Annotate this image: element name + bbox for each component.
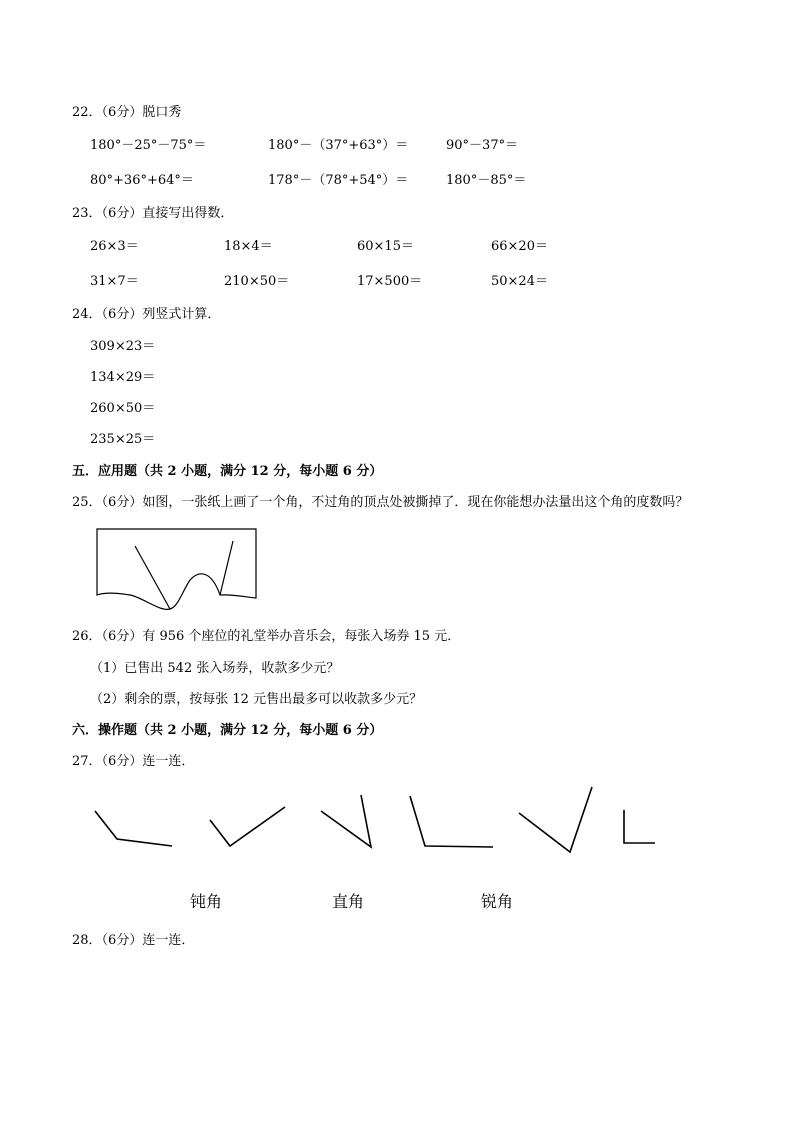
section5-heading: 五．应用题（共 2 小题，满分 12 分，每小题 6 分） xyxy=(72,464,383,479)
angle-shape-2 xyxy=(210,807,285,846)
angle-ray-left xyxy=(135,546,170,609)
angle-label-obtuse: 钝角 xyxy=(190,892,223,911)
q23-expr-7: 17×500＝ xyxy=(357,274,423,289)
q25-torn-paper-figure xyxy=(90,522,265,617)
angle-shape-5 xyxy=(519,787,592,852)
q26-sub2: （2）剩余的票，按每张 12 元售出最多可以收款多少元？ xyxy=(90,692,423,707)
q22-expr-4: 80°+36°+64°＝ xyxy=(90,173,194,188)
q23-expr-8: 50×24＝ xyxy=(491,274,548,289)
q25-title: 25．（6分）如图，一张纸上画了一个角，不过角的顶点处被撕掉了．现在你能想办法量出这个角的度数吗？ xyxy=(72,495,689,510)
q24-expr-1: 309×23＝ xyxy=(90,339,156,354)
q27-angles-figure xyxy=(0,780,794,870)
angle-shape-3 xyxy=(321,795,371,847)
angle-label-right: 直角 xyxy=(332,892,365,911)
angle-shape-6 xyxy=(624,810,655,843)
q23-expr-6: 210×50＝ xyxy=(224,274,290,289)
q23-expr-1: 26×3＝ xyxy=(90,239,139,254)
q24-expr-4: 235×25＝ xyxy=(90,432,156,447)
section6-heading: 六．操作题（共 2 小题，满分 12 分，每小题 6 分） xyxy=(72,723,383,738)
q22-title: 22．（6分）脱口秀 xyxy=(72,105,182,120)
angle-shape-4 xyxy=(410,796,493,847)
q26-title: 26．（6分）有 956 个座位的礼堂举办音乐会，每张入场券 15 元． xyxy=(72,629,461,644)
q23-title: 23．（6分）直接写出得数． xyxy=(72,206,234,221)
q23-expr-4: 66×20＝ xyxy=(491,239,548,254)
q22-expr-1: 180°－25°－75°＝ xyxy=(90,138,207,153)
q22-expr-5: 178°－（78°+54°）＝ xyxy=(268,173,409,188)
q28-title: 28．（6分）连一连． xyxy=(72,933,195,948)
angle-ray-right xyxy=(220,541,233,595)
angle-shape-1 xyxy=(95,811,172,846)
torn-paper-outline xyxy=(97,529,256,609)
q23-expr-5: 31×7＝ xyxy=(90,274,139,289)
q22-expr-6: 180°－85°＝ xyxy=(446,173,527,188)
q23-expr-3: 60×15＝ xyxy=(357,239,414,254)
q26-sub1: （1）已售出 542 张入场券，收款多少元？ xyxy=(90,661,340,676)
q27-title: 27．（6分）连一连． xyxy=(72,754,195,769)
q22-expr-2: 180°－（37°+63°）＝ xyxy=(268,138,409,153)
q24-expr-2: 134×29＝ xyxy=(90,370,156,385)
q22-expr-3: 90°－37°＝ xyxy=(446,138,519,153)
q24-expr-3: 260×50＝ xyxy=(90,401,156,416)
q24-title: 24．（6分）列竖式计算． xyxy=(72,307,221,322)
q23-expr-2: 18×4＝ xyxy=(224,239,273,254)
angle-label-acute: 锐角 xyxy=(481,892,514,911)
